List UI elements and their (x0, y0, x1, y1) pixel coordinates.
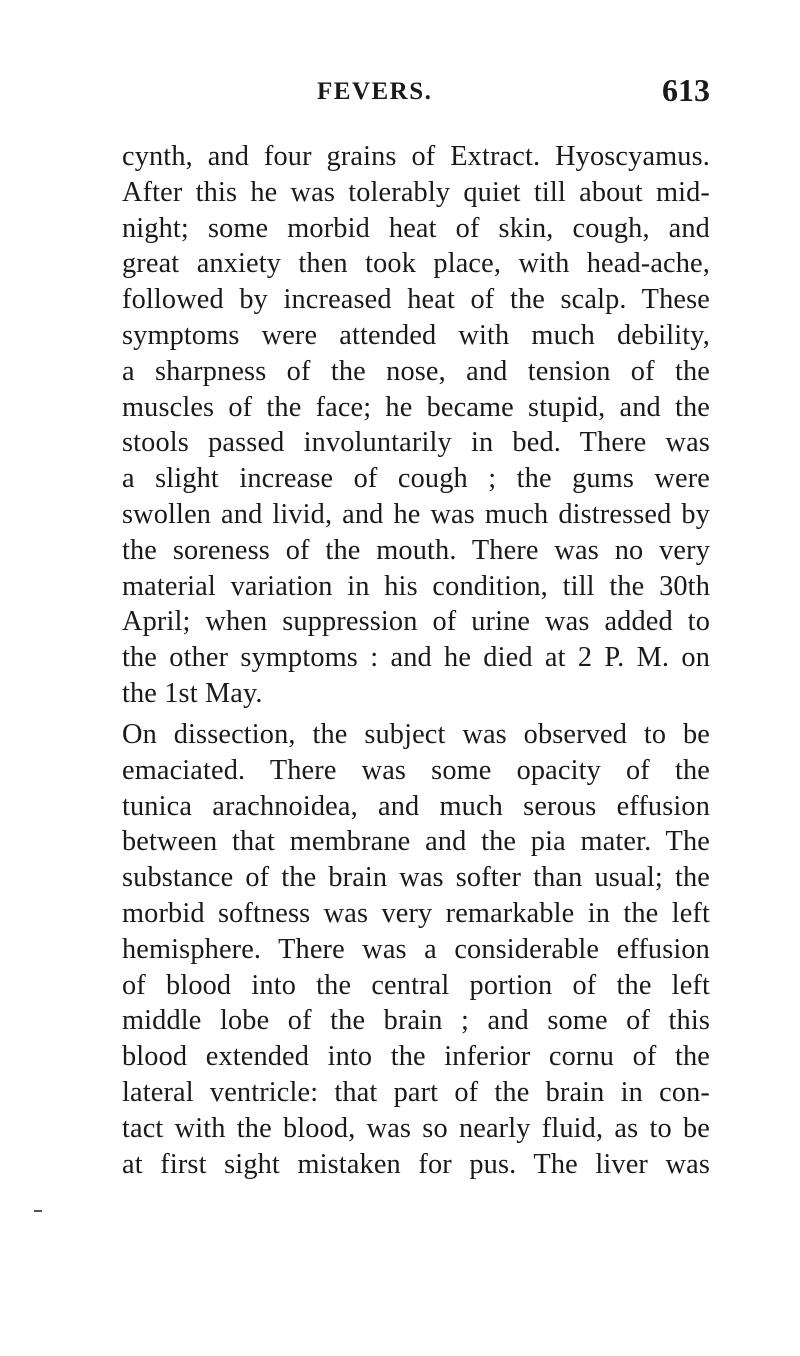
text-line: On dissection, the subject was observed to be (122, 719, 710, 750)
text-line: the 1st May. (122, 677, 263, 709)
text-line: the other symptoms : and he died at 2 P. M. on (122, 642, 710, 674)
text-line: a sharpness of the nose, and tension of the (122, 355, 710, 387)
running-head (120, 72, 710, 112)
paragraph-dissection (122, 717, 710, 1182)
text-line: night; some morbid heat of skin, cough, and (122, 212, 710, 244)
text-line: morbid softness was very remarkable in the left (122, 897, 710, 929)
margin-mark (34, 1210, 42, 1212)
paragraph-case-history (122, 139, 710, 712)
text-line: symptoms were attended with much debility, (122, 319, 710, 351)
text-line: swollen and livid, and he was much distressed by (122, 498, 710, 530)
text-line: followed by increased heat of the scalp. These (122, 284, 710, 316)
text-line: great anxiety then took place, with head-ache, (122, 248, 710, 280)
text-line: middle lobe of the brain ; and some of this (122, 1005, 710, 1037)
text-line: the soreness of the mouth. There was no very (122, 534, 710, 566)
text-line: After this he was tolerably quiet till about mid- (122, 176, 710, 208)
text-line: blood extended into the inferior cornu of the (122, 1041, 710, 1073)
text-line: tact with the blood, was so nearly fluid, as to be (122, 1112, 710, 1144)
text-line: cynth, and four grains of Extract. Hyoscyamus. (122, 141, 710, 172)
text-line: a slight increase of cough ; the gums were (122, 463, 710, 495)
header-title: FEVERS. (317, 78, 433, 105)
text-line: muscles of the face; he became stupid, and the (122, 391, 710, 423)
text-line: stools passed involuntarily in bed. There was (122, 427, 710, 459)
text-line: substance of the brain was softer than usual; the (122, 862, 710, 894)
text-line: emaciated. There was some opacity of the (122, 754, 710, 786)
page-number: 613 (662, 72, 710, 108)
text-line: of blood into the central portion of the left (122, 969, 710, 1001)
text-line: April; when suppression of urine was added to (122, 606, 710, 638)
text-line: hemisphere. There was a considerable effusion (122, 933, 710, 965)
text-line: between that membrane and the pia mater. The (122, 826, 710, 858)
text-line: tunica arachnoidea, and much serous effusion (122, 790, 710, 822)
text-line: at first sight mistaken for pus. The liver was (122, 1148, 710, 1180)
text-line: material variation in his condition, till the 30th (122, 570, 710, 602)
text-line: lateral ventricle: that part of the brain in con- (122, 1076, 710, 1108)
